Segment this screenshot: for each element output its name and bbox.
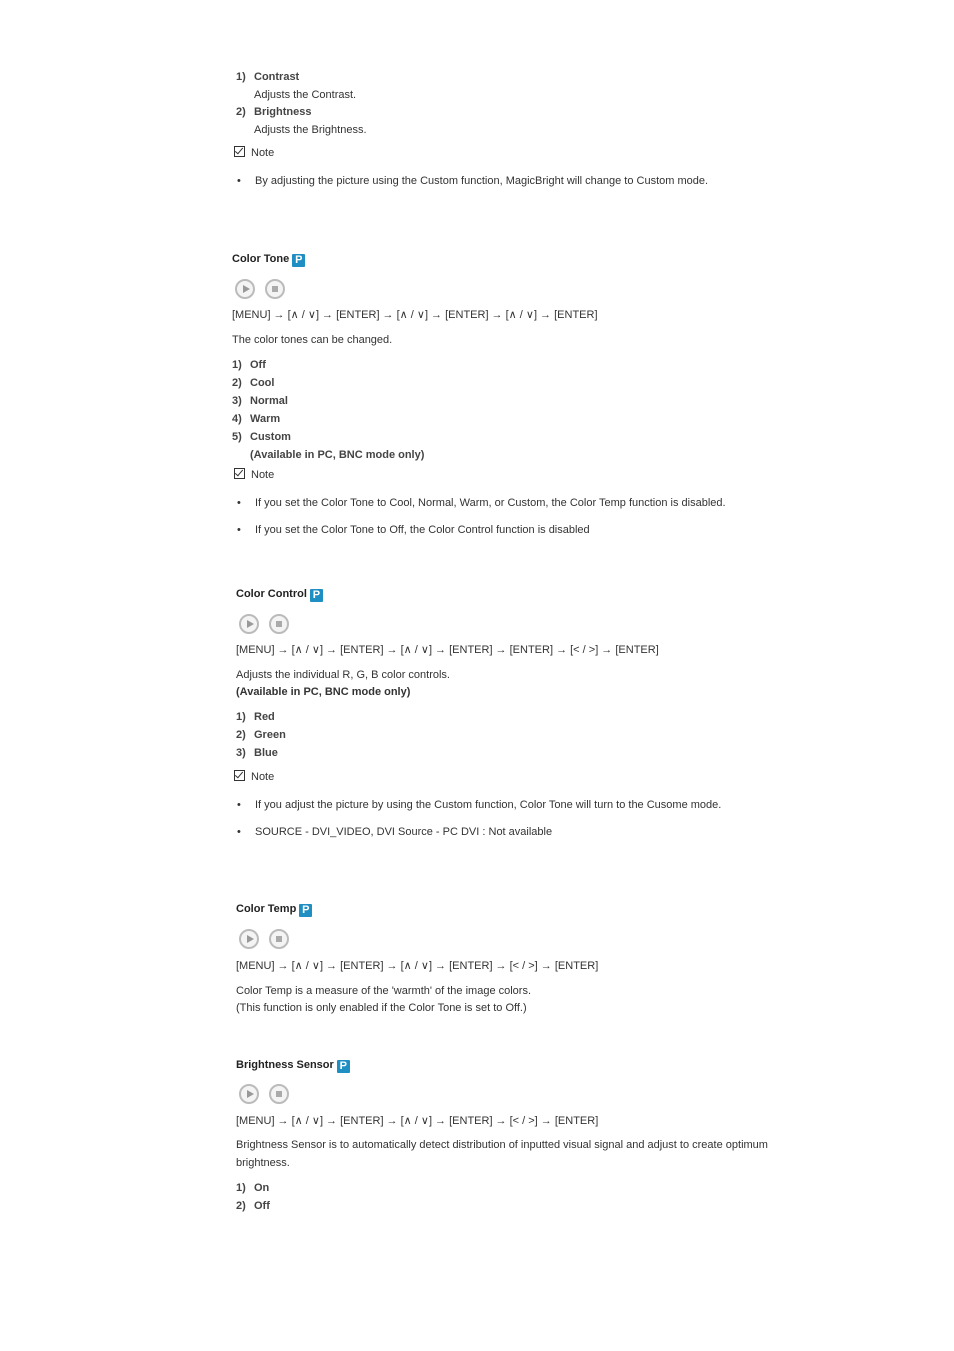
item-label: Blue [254,747,278,759]
item-number: 3) [232,395,242,407]
item-description: Adjusts the Contrast. [254,89,357,101]
item-number: 2) [236,1200,246,1212]
menu-path: [MENU] → [∧ / ∨] → [ENTER] → [∧ / ∨] → [ENTER] → [∧ / ∨] → [ENTER] [232,309,598,321]
play-button[interactable] [239,614,259,634]
item-label: Red [254,711,275,723]
item-label: Normal [250,395,288,407]
bullet-glyph: • [237,799,241,811]
bullet-text: If you set the Color Tone to Cool, Normal, Warm, or Custom, the Color Temp function is disabled. [255,497,726,509]
section-description: Color Temp is a measure of the 'warmth' of the image colors. [236,985,532,997]
list-item [232,412,280,426]
bullet-item [237,523,590,537]
item-number: 2) [232,377,242,389]
section-description: The color tones can be changed. [232,334,393,346]
section-description: Adjusts the individual R, G, B color controls. [236,669,450,681]
section-title-color-control [236,588,323,602]
item-label: Off [250,359,266,371]
p-badge-icon: P [337,1060,350,1073]
bullet-text: SOURCE - DVI_VIDEO, DVI Source - PC DVI : Not available [255,826,553,838]
play-button[interactable] [239,1084,259,1104]
list-item [236,710,275,724]
note-label: Note [251,469,275,481]
item-description: Adjusts the Brightness. [254,124,367,136]
availability-note: (Available in PC, BNC mode only) [250,449,425,461]
bullet-text: By adjusting the picture using the Custom function, MagicBright will change to Custom mode. [255,175,709,187]
bullet-item [237,825,552,839]
list-item [232,394,288,408]
list-item [236,746,278,760]
bullet-text: If you adjust the picture by using the Custom function, Color Tone will turn to the Cusome mode. [255,799,722,811]
item-label: Brightness [254,106,312,118]
p-badge-icon: P [310,589,323,602]
item-number: 1) [236,71,246,83]
play-button[interactable] [235,279,255,299]
item-number: 1) [236,1182,246,1194]
item-label: Cool [250,377,275,389]
checkbox-note-icon [234,468,245,479]
note-label: Note [251,147,275,159]
bullet-glyph: • [237,175,241,187]
p-badge-icon: P [292,254,305,267]
note-header [234,770,274,784]
section-title-color-tone [232,253,305,267]
bullet-glyph: • [237,826,241,838]
note-header [234,146,274,160]
note-header [234,468,274,482]
bullet-item [237,174,708,188]
item-label: Green [254,729,286,741]
bullet-text: If you set the Color Tone to Off, the Color Control function is disabled [255,524,590,536]
title-text: Color Tone [232,253,290,265]
bullet-glyph: • [237,497,241,509]
menu-path: [MENU] → [∧ / ∨] → [ENTER] → [∧ / ∨] → [ENTER] → [< / >] → [ENTER] [236,1115,599,1127]
list-item [236,728,286,742]
section-description: Brightness Sensor is to automatically detect distribution of inputted visual signal and adjust to create optimum [236,1139,768,1151]
p-badge-icon: P [299,904,312,917]
title-text: Color Temp [236,903,297,915]
bullet-item [237,798,721,812]
stop-button[interactable] [269,1084,289,1104]
list-item [232,358,266,372]
list-item-contrast [236,70,299,84]
menu-path: [MENU] → [∧ / ∨] → [ENTER] → [∧ / ∨] → [ENTER] → [< / >] → [ENTER] [236,960,599,972]
stop-button[interactable] [269,929,289,949]
item-label: On [254,1182,270,1194]
list-item [236,1181,269,1195]
title-text: Color Control [236,588,307,600]
bullet-glyph: • [237,524,241,536]
item-label: Custom [250,431,291,443]
item-label: Warm [250,413,281,425]
item-label: Contrast [254,71,300,83]
item-number: 2) [236,106,246,118]
list-item-brightness [236,105,311,119]
stop-button[interactable] [269,614,289,634]
section-title-color-temp [236,903,312,917]
section-title-brightness-sensor [236,1059,350,1073]
menu-path: [MENU] → [∧ / ∨] → [ENTER] → [∧ / ∨] → [ENTER] → [ENTER] → [< / >] → [ENTER] [236,644,659,656]
item-number: 2) [236,729,246,741]
item-number: 4) [232,413,242,425]
note-label: Note [251,771,275,783]
checkbox-note-icon [234,146,245,157]
section-description: brightness. [236,1157,290,1169]
play-button[interactable] [239,929,259,949]
item-number: 1) [236,711,246,723]
bullet-item [237,496,726,510]
item-label: Off [254,1200,270,1212]
list-item [232,376,274,390]
item-number: 5) [232,431,242,443]
stop-button[interactable] [265,279,285,299]
section-description: (This function is only enabled if the Color Tone is set to Off.) [236,1002,527,1014]
list-item [232,430,291,444]
item-number: 1) [232,359,242,371]
list-item [236,1199,270,1213]
checkbox-note-icon [234,770,245,781]
availability-note: (Available in PC, BNC mode only) [236,686,411,698]
title-text: Brightness Sensor [236,1059,334,1071]
item-number: 3) [236,747,246,759]
